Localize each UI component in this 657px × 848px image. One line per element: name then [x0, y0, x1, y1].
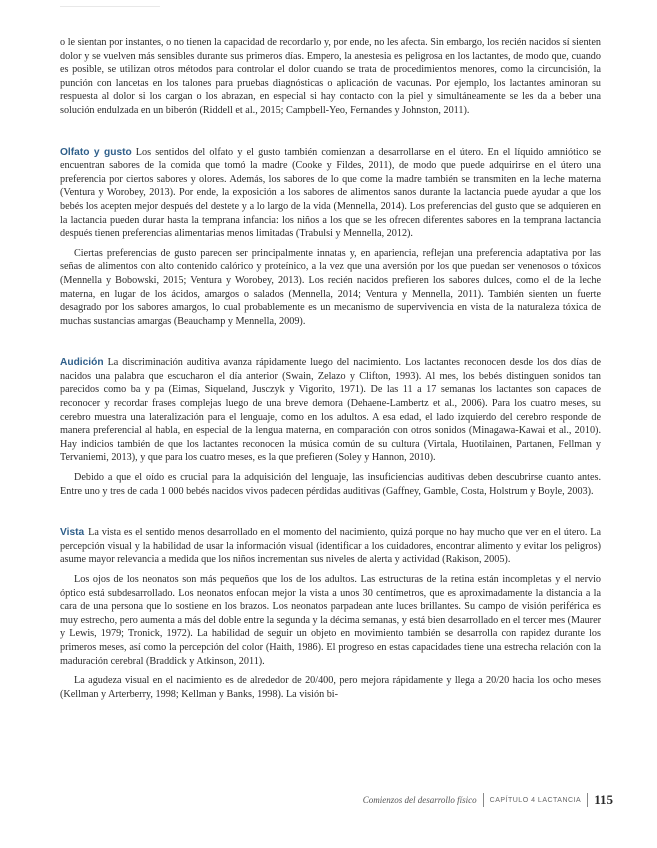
footer-divider	[483, 793, 484, 807]
section-olfato-gusto	[60, 146, 601, 329]
footer-part-label: CAPÍTULO 4 LACTANCIA	[489, 796, 582, 804]
footer-chapter-title: Comienzos del desarrollo físico	[362, 795, 477, 805]
section-heading-vista: Vista	[60, 527, 85, 539]
section-heading-olfato: Olfato y gusto	[60, 146, 132, 158]
section-audicion	[60, 356, 601, 498]
olfato-text-1: Los sentidos del olfato y el gusto también comienzan a desarrollarse en el útero. En el líquido amniótico se encuentran sabores de la comida que tomó la madre (Cooke y Fildes, 2011), de modo que puede adquirirse en el útero una preferencia por ciertos sabores y olores. Además, los sabores de lo que come la madre también se transmiten en la leche materna (Ventura y Worobey, 2013). Por ende, la exposición a los sabores de alimentos sanos durante la lactancia puede ayudar a que los bebés los acepten mejor después del destete y a lo largo de la vida (Mennella, 2014). Los preferencias del gusto que se adquieren en la lactancia pueden durar hasta la temprana infancia: los niños a los que se les ofrecen diferentes sabores en la temprana lactancia después tienen preferencias alimentarias menos limitadas (Trabulsi y Mennella, 2012).	[60, 146, 602, 240]
page-footer	[363, 792, 613, 808]
audicion-paragraph-1	[60, 356, 601, 465]
section-heading-audicion: Audición	[60, 357, 104, 369]
top-rule	[60, 6, 160, 7]
olfato-paragraph-1	[60, 146, 601, 241]
vista-paragraph-3: La agudeza visual en el nacimiento es de alrededor de 20/400, pero mejora rápidamente y llega a 20/20 hacia los ocho meses (Kellman y Arterberry, 1998; Kellman y Banks, 1998). La visión bi-	[60, 675, 601, 700]
vista-paragraph-1	[60, 526, 601, 567]
olfato-paragraph-2: Ciertas preferencias de gusto parecen ser principalmente innatas y, en apariencia, reflejan una preferencia adaptativa por las señas de alimentos con alto contenido calórico y proteínico, a la vez que una aversión por los que puedan ser venenosos o tóxicos (Mennella y Bobowski, 2015; Ventura y Worobey, 2013). Los recién nacidos prefieren los sabores dulces, como el de la leche materna, en lugar de los ácidos, amargos o salados (Mennella, 2014; Ventura y Mennella, 2011). También sienten un fuerte desagrado por los sabores amargos, lo cual probablemente es un mecanismo de supervivencia en vista de la naturaleza tóxica de muchas sustancias amargas (Beauchamp y Mennella, 2009).	[60, 247, 601, 327]
vista-text-1: La vista es el sentido menos desarrollado en el momento del nacimiento, quizá porque no hay mucho que ver en el útero. La percepción visual y la habilidad de usar la información visual (identificar a los cuidadores, encontrar alimento y evitar los peligros) asume mayor relevancia a medida que los niños incrementan sus niveles de alerta y actividad (Rakison, 2005).	[60, 527, 601, 566]
audicion-text-1: La discriminación auditiva avanza rápidamente luego del nacimiento. Los lactantes reconocen desde los dos días de nacidos una palabra que escucharon el día anterior (Swain, Zelazo y Clifton, 1993). Al mes, los bebés distinguen sonidos tan parecidos como ba y pa (Eimas, Siqueland, Jusczyk y Vigorito, 1971). De las 11 a 17 semanas los lactantes son capaces de reconocer y recordar frases complejas luego de una breve demora (Dehaene-Lambertz et al., 2006). Para los cuatro meses, su cerebro muestra una lateralización para el lenguaje, como en los adultos. A esa edad, el lado izquierdo del cerebro responde de manera preferencial al habla, en especial de la lengua materna, en comparación con otros sonidos (Minagawa-Kawai et al., 2010). Hay indicios también de que los lactantes reconocen la música común de su cultura (Virtala, Huotilainen, Partanen, Fellman y Tervaniemi, 2013), y que para los cuatro meses, es la que prefieren (Soley y Hannon, 2010).	[60, 357, 601, 464]
page-body	[60, 36, 601, 701]
section-vista	[60, 526, 601, 701]
footer-divider-2	[587, 793, 588, 807]
intro-paragraph: o le sientan por instantes, o no tienen la capacidad de recordarlo y, por ende, no les afecta. Sin embargo, los recién nacidos sí sienten dolor y se vuelven más sensibles durante sus primeros días. Empero, la anestesia es peligrosa en los lactantes, de modo que, cuando es posible, se utilizan otros métodos para controlar el dolor cuando se trata de procedimientos menores, como la circuncisión, la punción con lancetas en los talones para pruebas diagnósticas o aplicación de vacunas. Por ejemplo, los lactantes aminoran su respuesta al dolor si los cargan o los abrazan, en especial si hay contacto con la piel y simultáneamente se les da a beber una solución endulzada en un biberón (Riddell et al., 2015; Campbell-Yeo, Fernandes y Johnston, 2011).	[60, 37, 601, 116]
vista-paragraph-2: Los ojos de los neonatos son más pequeños que los de los adultos. Las estructuras de la retina están incompletas y el nervio óptico está subdesarrollado. Los neonatos enfocan mejor la vista a unos 30 centímetros, que es aproximadamente la distancia a la cara de una persona que lo sostiene en los brazos. Los neonatos parpadean ante luces brillantes. Su campo de visión periférica es muy estrecho, pero aumenta a más del doble entre la segunda y la décima semanas, y está bien desarrollado en el tercer mes (Maurer y Lewis, 1979; Tronick, 1972). La habilidad de seguir un objeto en movimiento también se desarrolla con rapidez durante los primeros meses, así como la percepción del color (Haith, 1986). El progreso en estas capacidades tiene una estrecha relación con la maduración cerebral (Braddick y Atkinson, 2011).	[60, 574, 601, 667]
audicion-paragraph-2: Debido a que el oído es crucial para la adquisición del lenguaje, las insuficiencias auditivas deben descubrirse cuanto antes. Entre uno y tres de cada 1 000 bebés nacidos vivos padecen pérdidas auditivas (Gaffney, Gamble, Costa, Holstrum y Boyle, 2003).	[60, 472, 601, 497]
page-number: 115	[594, 792, 613, 807]
